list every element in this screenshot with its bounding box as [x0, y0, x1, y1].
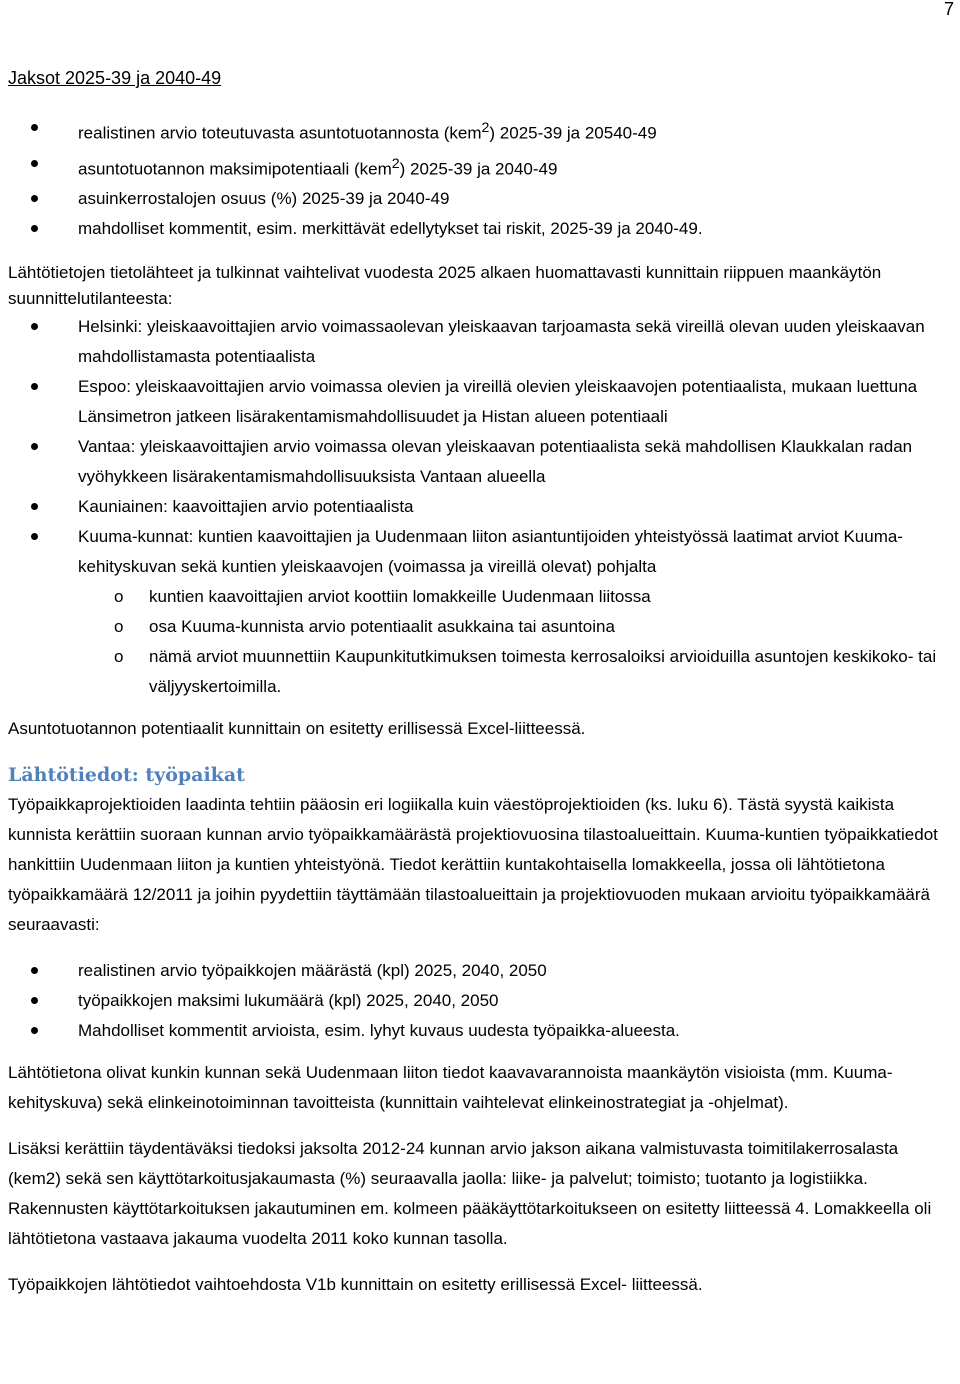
paragraph: Asuntotuotannon potentiaalit kunnittain on esitetty erillisessä Excel-liitteessä. [8, 719, 586, 739]
paragraph: Lisäksi kerättiin täydentäväksi tiedoksi jaksolta 2012-24 kunnan arvio jakson aikana valmistuvasta toimitilakerrosalasta (kem2) sekä sen käyttötarkoitusjakaumasta (%) seuraavalla jaolla: liike- ja palvelut; toimisto; tuotanto ja logistiikka. Rakennusten käyttötarkoituksen jakautuminen em. kolmeen pääkäyttötarkoitukseen on esitetty liitteessä 4. Lomakkeella oli lähtötietona vastaava jakauma vuodelta 2011 koko kunnan tasolla. [8, 1139, 932, 1249]
sub-list [78, 582, 954, 702]
list-item: realistinen arvio työpaikkojen määrästä (kpl) 2025, 2040, 2050 [8, 956, 954, 986]
sub-list-item: o nämä arviot muunnettiin Kaupunkitutkimuksen toimesta kerrosaloiksi arvioiduilla asuntojen keskikoko- tai väljyyskertoimilla. [78, 642, 954, 702]
municipality-list [8, 312, 954, 702]
list-item: Helsinki: yleiskaavoittajien arvio voimassaolevan yleiskaavan tarjoamasta sekä vireillä olevan uuden yleiskaavan mahdollistamasta potentiaalista [8, 312, 954, 372]
section-heading: Lähtötiedot: työpaikat [8, 764, 245, 787]
paragraph: Työpaikkojen lähtötiedot vaihtoehdosta V1b kunnittain on esitetty erillisessä Excel- liitteessä. [8, 1275, 703, 1295]
paragraph: Lähtötietona olivat kunkin kunnan sekä Uudenmaan liiton tiedot kaavavarannoista maankäytön visioista (mm. Kuuma-kehityskuva) sekä elinkeinotoiminnan tavoitteista (kunnittain vaihtelevat elinkeinostrategiat ja -ohjelmat). [8, 1063, 893, 1113]
list-item: Espoo: yleiskaavoittajien arvio voimassa olevien ja vireillä olevien yleiskaavojen potentiaalista, mukaan luettuna Länsimetron jatkeen lisärakentamismahdollisuudet ja Histan alueen potentiaali [8, 372, 954, 432]
section-title: Jaksot 2025-39 ja 2040-49 [8, 68, 222, 88]
list-item: mahdolliset kommentit, esim. merkittävät edellytykset tai riskit, 2025-39 ja 2040-49. [8, 214, 954, 244]
paragraph: Työpaikkaprojektioiden laadinta tehtiin pääosin eri logiikalla kuin väestöprojektioiden (ks. luku 6). Tästä syystä kaikista kunnista kerättiin suoraan kunnan arvio työpaikkamäärästä projektiovuosina tilastoalueittain. Kuuma-kuntien työpaikkatiedot hankittiin Uudenmaan liiton ja kuntien yhteistyönä. Tiedot kerättiin kuntakohtaisella lomakkeella, jossa oli lähtötietona työpaikkamäärä 12/2011 ja joihin pyydettiin täyttämään tilastoalueittain ja projektiovuoden mukaan arvioitu työpaikkamäärä seuraavasti: [8, 795, 938, 935]
list-item: realistinen arvio toteutuvasta asuntotuotannosta (kem$^2$) 2025-39 ja 20540-49 [8, 113, 954, 149]
list-item: asuinkerrostalojen osuus (%) 2025-39 ja 2040-49 [8, 184, 954, 214]
list-item: Kuuma-kunnat: kuntien kaavoittajien ja Uudenmaan liiton asiantuntijoiden yhteistyössä laatimat arviot Kuuma-kehityskuvan sekä kuntien yleiskaavojen (voimassa ja vireillä olevat) pohjalta o kuntien kaavoittajien arviot koottiin lomakkeille Uudenmaan liitossa o osa Kuuma-kunnista arvio potentiaalit asukkaina tai asuntoina o nämä arviot muunnettiin Kaupunkitutkimuksen toimesta kerrosaloiksi arvioiduilla asuntojen keskikoko- tai väljyyskertoimilla. [8, 522, 954, 702]
workplace-criteria-list [8, 956, 954, 1046]
paragraph: Lähtötietojen tietolähteet ja tulkinnat vaihtelivat vuodesta 2025 alkaen huomattavasti kunnittain riippuen maankäytön suunnittelutilanteesta: [8, 263, 882, 309]
list-item: Vantaa: yleiskaavoittajien arvio voimassa olevan yleiskaavan potentiaalista sekä mahdollisen Klaukkalan radan vyöhykkeen lisärakentamismahdollisuuksista Vantaan alueella [8, 432, 954, 492]
list-item: Mahdolliset kommentit arvioista, esim. lyhyt kuvaus uudesta työpaikka-alueesta. [8, 1016, 954, 1046]
list-item: asuntotuotannon maksimipotentiaali (kem$^2$) 2025-39 ja 2040-49 [8, 149, 954, 185]
sub-list-item: o osa Kuuma-kunnista arvio potentiaalit asukkaina tai asuntoina [78, 612, 954, 642]
period-criteria-list [8, 113, 954, 244]
page-number: 7 [943, 0, 954, 19]
document-body [8, 63, 954, 1300]
list-item: Kauniainen: kaavoittajien arvio potentiaalista [8, 492, 954, 522]
sub-list-item: o kuntien kaavoittajien arviot koottiin lomakkeille Uudenmaan liitossa [78, 582, 954, 612]
list-item: työpaikkojen maksimi lukumäärä (kpl) 2025, 2040, 2050 [8, 986, 954, 1016]
